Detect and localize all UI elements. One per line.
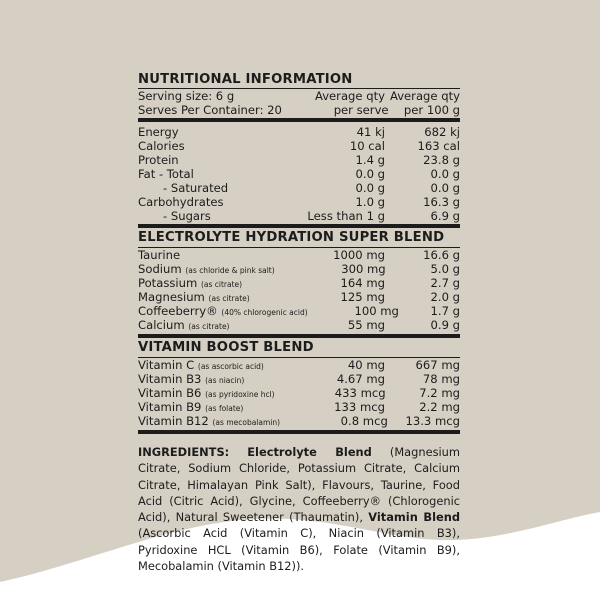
nutrient-name: Calcium	[138, 318, 185, 332]
per-serve-value: 1.0 g	[355, 195, 385, 209]
per-serve-value: 4.67 mg	[336, 372, 385, 386]
vitamin-blend-name: Vitamin Blend	[368, 510, 461, 525]
per-serve-value: 0.0 g	[355, 181, 385, 195]
table-row	[138, 372, 460, 386]
nutrient-name: Vitamin B6	[138, 386, 202, 400]
nutrient-note: (as citrate)	[200, 280, 243, 289]
electrolyte-blend-text: (Magnesium Citrate, Sodium Chloride, Potassium Citrate, Calcium Citrate, Himalayan Pink Salt), Flavours, Taurine, Food Acid (Citric Acid), Glycine, Coffeeberry® (Chlorogenic Acid), Natural Sweetener (Thaumatin),	[138, 445, 460, 525]
per-100g-value: 6.9 g	[430, 209, 460, 223]
table-row	[138, 167, 460, 181]
per-serve-value: 1000 mg	[333, 248, 385, 262]
table-row	[138, 358, 460, 372]
per-100g-value: 0.0 g	[430, 181, 460, 195]
per-100g-value: 667 mg	[415, 358, 460, 372]
vitamin-blend-text: (Ascorbic Acid (Vitamin C), Niacin (Vitamin B3), Pyridoxine HCL (Vitamin B6), Folate (Vitamin B9), Mecobalamin (Vitamin B12)).	[138, 526, 460, 574]
col-header-per-serve-1: Average qty	[314, 89, 385, 103]
table-row	[138, 125, 460, 139]
per-100g-value: 0.9 g	[430, 318, 460, 332]
per-serve-value: 0.0 g	[355, 167, 385, 181]
per-100g-value: 5.0 g	[430, 262, 460, 276]
table-row	[138, 386, 460, 400]
electrolyte-rows	[138, 248, 460, 332]
serving-size: Serving size: 6 g	[138, 89, 235, 103]
row-label	[138, 372, 273, 386]
row-label	[138, 195, 273, 209]
nutrient-note: (as chloride & pink salt)	[185, 266, 275, 275]
electrolyte-title: ELECTROLYTE HYDRATION SUPER BLEND	[138, 230, 445, 245]
row-label	[138, 414, 280, 428]
nutrient-name: - Sugars	[163, 209, 211, 223]
nutrient-name: Protein	[138, 153, 179, 167]
per-serve-value: 125 mg	[340, 290, 385, 304]
col-header-per-serve-2: per serve	[333, 103, 389, 117]
col-header-per-100g-2: per 100 g	[403, 103, 460, 117]
per-serve-value: 0.8 mcg	[340, 414, 388, 428]
table-row	[138, 262, 460, 276]
per-100g-value: 23.8 g	[423, 153, 460, 167]
serves-per-container: Serves Per Container: 20	[138, 103, 282, 117]
ingredients-text	[138, 444, 460, 574]
per-100g-value: 163 cal	[417, 139, 460, 153]
per-100g-value: 1.7 g	[430, 304, 460, 318]
table-row	[138, 139, 460, 153]
table-row	[138, 290, 460, 304]
per-serve-value: 10 cal	[349, 139, 385, 153]
table-row	[138, 414, 460, 428]
nutrition-rows	[138, 125, 460, 223]
nutrient-name: Calories	[138, 139, 185, 153]
nutrient-name: Vitamin B9	[138, 400, 202, 414]
col-header-per-100g-1: Average qty	[389, 89, 460, 103]
per-100g-value: 7.2 mg	[419, 386, 460, 400]
table-row	[138, 276, 460, 290]
per-100g-value: 16.3 g	[423, 195, 460, 209]
per-100g-value: 16.6 g	[423, 248, 460, 262]
table-row	[138, 248, 460, 262]
per-serve-value: 164 mg	[340, 276, 385, 290]
nutrient-note: (as folate)	[205, 404, 244, 413]
nutrient-name: Taurine	[138, 248, 181, 262]
nutrition-panel	[138, 72, 460, 574]
per-serve-value: 1.4 g	[355, 153, 385, 167]
table-row	[138, 195, 460, 209]
table-row	[138, 400, 460, 414]
row-label	[138, 304, 308, 318]
row-label	[138, 248, 273, 262]
vitamin-rows	[138, 358, 460, 428]
divider-thick	[138, 118, 460, 122]
per-serve-value: 55 mg	[347, 318, 385, 332]
per-100g-value: 78 mg	[422, 372, 460, 386]
row-label	[138, 262, 275, 276]
divider-thick	[138, 430, 460, 434]
table-row	[138, 209, 460, 223]
nutrient-name: Sodium	[138, 262, 182, 276]
per-serve-value: 41 kj	[356, 125, 385, 139]
per-100g-value: 2.0 g	[430, 290, 460, 304]
nutrient-name: Potassium	[138, 276, 198, 290]
serves-row	[138, 103, 460, 117]
per-serve-value: 300 mg	[341, 262, 386, 276]
per-serve-value: 433 mcg	[334, 386, 386, 400]
row-label	[138, 181, 273, 195]
nutrient-name: Carbohydrates	[138, 195, 224, 209]
table-row	[138, 153, 460, 167]
per-100g-value: 13.3 mcg	[405, 414, 460, 428]
nutrient-name: Coffeeberry®	[138, 304, 218, 318]
nutrient-note: (as mecobalamin)	[212, 418, 281, 427]
per-100g-value: 0.0 g	[430, 167, 460, 181]
nutrient-note: (as ascorbic acid)	[197, 362, 264, 371]
per-100g-value: 682 kj	[424, 125, 460, 139]
table-row	[138, 304, 460, 318]
nutrient-note: (as citrate)	[188, 322, 230, 331]
ingredients-heading: INGREDIENTS:	[138, 445, 230, 459]
nutrient-name: Fat - Total	[138, 167, 194, 181]
per-serve-value: Less than 1 g	[307, 209, 385, 223]
row-label	[138, 139, 273, 153]
per-serve-value: 133 mcg	[334, 400, 385, 414]
row-label	[138, 209, 273, 223]
divider-thick	[138, 334, 460, 338]
row-label	[138, 276, 273, 290]
row-label	[138, 358, 273, 372]
row-label	[138, 153, 273, 167]
nutrient-name: Magnesium	[138, 290, 205, 304]
nutrient-name: Vitamin B12	[138, 414, 209, 428]
electrolyte-blend-name: Electrolyte Blend	[247, 445, 372, 459]
vitamin-title: VITAMIN BOOST BLEND	[138, 340, 314, 355]
row-label	[138, 167, 273, 181]
table-row	[138, 318, 460, 332]
serving-row	[138, 89, 460, 103]
nutrient-name: Vitamin C	[138, 358, 195, 372]
nutrient-note: (as citrate)	[208, 294, 250, 303]
per-serve-value: 40 mg	[347, 358, 385, 372]
row-label	[138, 125, 273, 139]
row-label	[138, 386, 275, 400]
table-row	[138, 181, 460, 195]
row-label	[138, 400, 273, 414]
nutrient-name: - Saturated	[163, 181, 229, 195]
nutrient-note: (40% chlorogenic acid)	[221, 308, 308, 317]
nutrient-name: Energy	[138, 125, 179, 139]
nutrition-title: NUTRITIONAL INFORMATION	[138, 72, 353, 87]
divider-thick	[138, 224, 460, 228]
row-label	[138, 318, 273, 332]
nutrient-note: (as niacin)	[205, 376, 245, 385]
nutrient-name: Vitamin B3	[138, 372, 202, 386]
per-100g-value: 2.7 g	[430, 276, 460, 290]
per-serve-value: 100 mg	[354, 304, 399, 318]
nutrient-note: (as pyridoxine hcl)	[205, 390, 275, 399]
row-label	[138, 290, 273, 304]
per-100g-value: 2.2 mg	[419, 400, 460, 414]
